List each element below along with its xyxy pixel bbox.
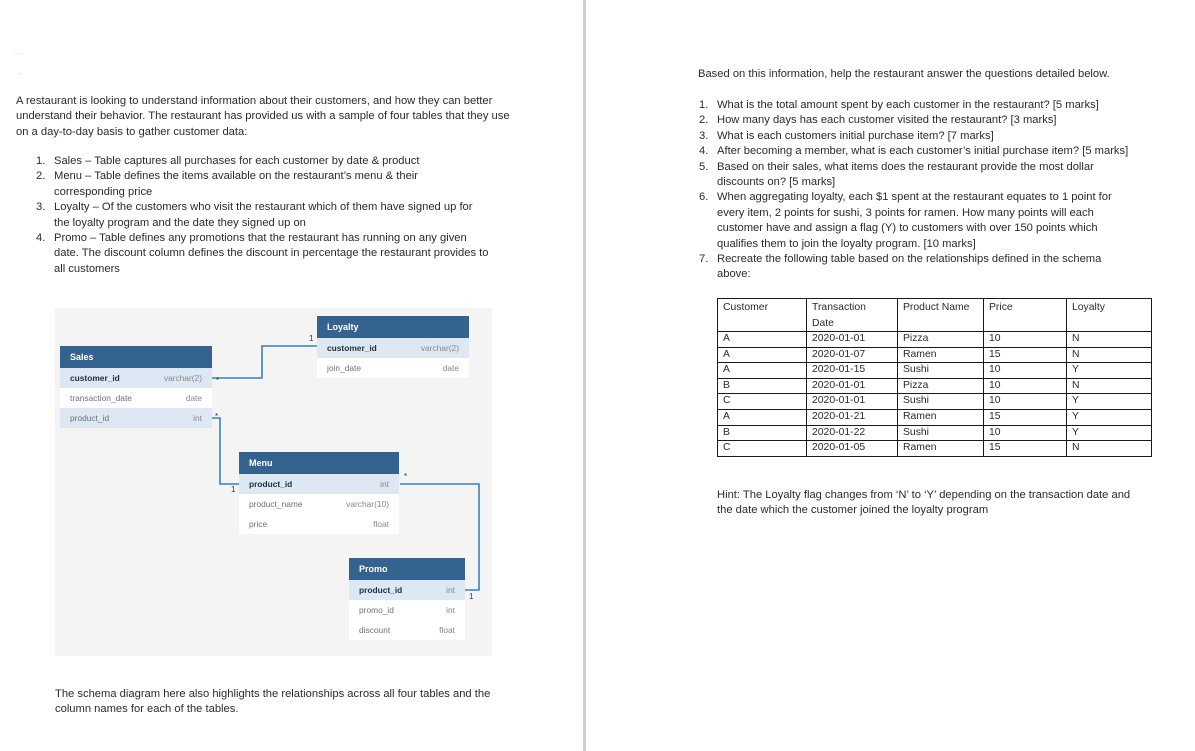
loyalty-table [317,316,469,378]
list-item: 2. Menu – Table defines the items available on the restaurant’s menu & their corresponding price [36,170,419,198]
list-item: 4. Promo – Table defines any promotions that the restaurant has running on any given date. The discount column defines the discount in percentage the restaurant provides to all customers [36,232,489,275]
question-item: 7. Recreate the following table based on the relationships defined in the schema above: [699,253,1102,281]
table-row: C 2020-01-01 Sushi 10 Y [718,394,1152,410]
many-marker: * [215,412,219,421]
tables-list [36,154,524,277]
one-marker: 1 [309,334,314,343]
table-title: Menu [239,452,399,474]
questions-list [699,98,1157,283]
column-header: Product Name [898,299,984,332]
question-item: 6. When aggregating loyalty, each $1 spent at the restaurant equates to 1 point for every item, 2 points for sushi, 3 points for ramen. How many points will each customer have and assign a flag (Y) to customers with over 150 points which qualifies them to join the loyalty program. [10 marks] [699,191,1112,250]
list-item: 3. Loyalty – Of the customers who visit the restaurant which of them have signed up for the loyalty program and the date they signed up on [36,201,473,229]
column-header: Customer [718,299,807,332]
intro-paragraph: A restaurant is looking to understand information about their customers, and how they can better understand their behavior. The restaurant has provided us with a sample of four tables that they use on a day-to-day basis to gather customer data: [16,95,510,138]
column-row: customer_id varchar(2) [60,368,212,388]
table-row: A 2020-01-01 Pizza 10 N [718,332,1152,348]
table-row: C 2020-01-05 Ramen 15 N [718,441,1152,457]
header-artifact: – [18,68,24,78]
table-row: A 2020-01-15 Sushi 10 Y [718,363,1152,379]
one-marker: 1 [231,485,236,494]
table-row: B 2020-01-22 Sushi 10 Y [718,425,1152,441]
schema-footer: The schema diagram here also highlights the relationships across all four tables and the column names for each of the tables. [55,688,491,716]
question-item: 2. How many days has each customer visited the restaurant? [3 marks] [699,114,1057,127]
table-title: Sales [60,346,212,368]
question-item: 3. What is each customers initial purchase item? [7 marks] [699,129,994,142]
questions-intro: Based on this information, help the restaurant answer the questions detailed below. [698,68,1110,80]
list-item: 1. Sales – Table captures all purchases for each customer by date & product [36,155,420,167]
question-item: 5. Based on their sales, what items does the restaurant provide the most dollar discounts on? [5 marks] [699,160,1094,189]
sales-table [60,346,212,428]
question-item: 1. What is the total amount spent by each customer in the restaurant? [5 marks] [699,99,1099,111]
table-title: Promo [349,558,465,580]
column-row: product_id int [60,408,212,428]
table-row: B 2020-01-01 Pizza 10 N [718,378,1152,394]
promo-table [349,558,465,640]
result-table [717,298,1152,457]
schema-diagram [55,308,492,656]
table-header-row [718,299,1152,332]
header-artifact: — [14,48,23,58]
column-header: Transaction Date [807,299,898,332]
menu-table [239,452,399,534]
column-row: product_name varchar(10) [249,499,389,509]
column-row: join_date date [327,363,459,373]
column-header: Price [984,299,1067,332]
column-row: discount float [359,625,455,635]
question-item: 4. After becoming a member, what is each customer’s initial purchase item? [5 marks] [699,145,1129,158]
table-title: Loyalty [317,316,469,338]
column-row: promo_id int [359,605,455,615]
one-marker: 1 [469,592,474,601]
document-page-left [0,0,583,751]
table-row: A 2020-01-07 Ramen 15 N [718,347,1152,363]
many-marker: * [216,376,220,385]
column-row: product_id int [239,474,399,494]
hint-text: Hint: The Loyalty flag changes from ‘N’ to ‘Y’ depending on the transaction date and the date which the customer joined the loyalty program [717,489,1131,517]
column-row: price float [249,519,389,529]
many-marker: * [404,472,408,481]
table-row: A 2020-01-21 Ramen 15 Y [718,409,1152,425]
column-header: Loyalty [1067,299,1152,332]
column-row: product_id int [349,580,465,600]
column-row: transaction_date date [70,393,202,403]
column-row: customer_id varchar(2) [317,338,469,358]
